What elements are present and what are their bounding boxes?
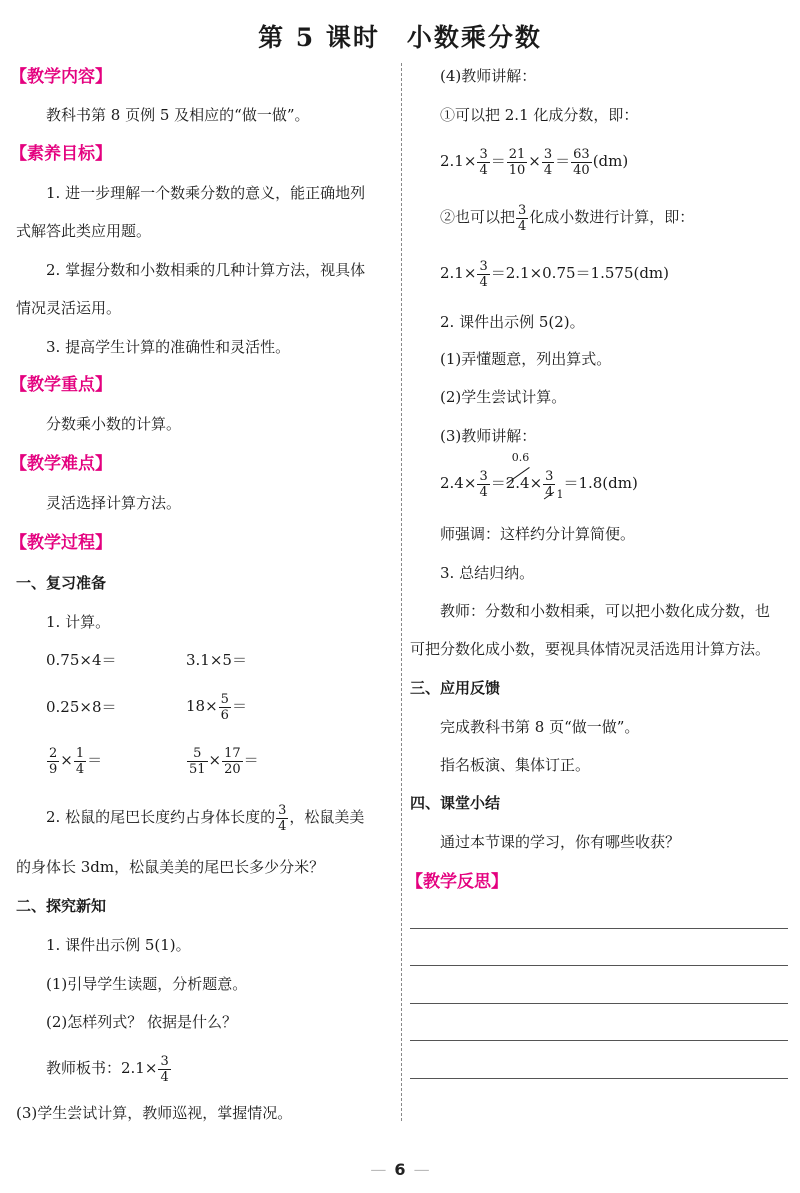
heading-key-point: 【教学重点】 [10,375,112,395]
content-text: 教科书第 8 页例 5 及相应的“做一做”。 [46,106,310,124]
step-understand: (1)弄懂题意，列出算式。 [440,350,612,368]
cancelled-number: 0.6 2.4 [506,465,530,501]
heading-reflection: 【教学反思】 [406,872,508,892]
explore-step-2: (1)引导学生读题，分析题意。 [46,975,248,993]
reflection-line [410,1078,788,1079]
fraction: $\frac{17}{20}$ [224,745,241,777]
fraction: $\frac{3}{4}$ [479,146,488,178]
expr-2: 3.1×5＝ [186,651,247,669]
reflection-line [410,1040,788,1041]
method-1-calc: 2.1× $\frac{3}{4}$ ＝ $\frac{21}{10}$ × $\frac{3}{4}$ ＝ $\frac{63}{40}$ (dm) [440,146,629,178]
heading-goals: 【素养目标】 [10,144,112,164]
fraction: $\frac{3}{4}$ [278,802,287,834]
explore-step-1: 1. 课件出示例 5(1)。 [46,936,191,954]
question-2-line-2: 的身体长 3dm，松鼠美美的尾巴长多少分米？ [16,858,325,876]
difficulty-text: 灵活选择计算方法。 [46,494,182,512]
heading-teaching-content: 【教学内容】 [10,67,112,87]
expr-1: 0.75×4＝ [46,651,117,669]
reflection-line [410,965,788,966]
feedback-1: 完成教科书第 8 页“做一做”。 [440,718,640,736]
column-divider [401,63,402,1121]
page-footer: — 6 — [370,1160,430,1179]
feedback-2: 指名板演、集体订正。 [440,756,591,774]
calc-label: 1. 计算。 [46,613,111,631]
summary-line-2: 可把分数化成小数，要视具体情况灵活选用计算方法。 [410,640,771,658]
explore-step-5: (3)学生尝试计算，教师巡视，掌握情况。 [16,1104,293,1122]
teacher-explain-4: (4)教师讲解： [440,67,537,85]
teacher-board: 教师板书：2.1× $\frac{3}{4}$ [46,1053,169,1085]
teacher-emphasis: 师强调：这样约分计算简便。 [440,525,636,543]
goal-3: 3. 提高学生计算的准确性和灵活性。 [46,338,291,356]
goal-1-line-2: 式解答此类应用题。 [16,222,152,240]
expr-5: $\frac{2}{9}$ × $\frac{1}{4}$ ＝ [49,745,103,777]
step-try: (2)学生尝试计算。 [440,388,567,406]
fraction: $\frac{3}{4}$ [479,258,488,290]
section-3-heading: 三、应用反馈 [410,679,501,697]
fraction: $\frac{3}{4}$ [543,146,553,178]
fraction: $\frac{5}{6}$ [220,691,229,723]
page-title: 第 5 课时 小数乘分数 [258,23,542,52]
fraction: $\frac{5}{51}$ [189,745,206,777]
goal-2-line-1: 2. 掌握分数和小数相乘的几种计算方法，视具体 [46,261,366,279]
expr-6: $\frac{5}{51}$ × $\frac{17}{20}$ ＝ [189,745,259,777]
method-2: ②也可以把 $\frac{3}{4}$ 化成小数进行计算，即： [440,202,695,234]
summary-step: 3. 总结归纳。 [440,564,535,582]
goal-1-line-1: 1. 进一步理解一个数乘分数的意义，能正确地列 [46,184,366,202]
fraction: $\frac{3}{4}$ [518,202,527,234]
fraction: $\frac{3}{4}$ [545,468,554,500]
fraction: $\frac{2}{9}$ [49,745,58,777]
expr-4: 18× $\frac{5}{6}$ ＝ [186,691,247,723]
reflection-line [410,928,788,929]
fraction: $\frac{3}{4}$ [160,1053,169,1085]
fraction: $\frac{21}{10}$ [508,146,526,178]
expr-3: 0.25×8＝ [46,698,117,716]
summary-line-1: 教师：分数和小数相乘，可以把小数化成分数，也 [440,602,771,620]
method-1: ①可以把 2.1 化成分数，即： [440,106,639,124]
cancel-calc: 2.4× $\frac{3}{4}$ ＝ 0.6 2.4× $\frac{3}{4}$ $_1$＝1.8(dm) [440,451,638,501]
fraction: $\frac{3}{4}$ [479,468,488,500]
fraction: $\frac{1}{4}$ [75,745,85,777]
teacher-explain-3: (3)教师讲解： [440,427,537,445]
key-point-text: 分数乘小数的计算。 [46,415,182,433]
reflection-line [410,1003,788,1004]
heading-process: 【教学过程】 [10,533,112,553]
section-2-heading: 二、探究新知 [16,897,107,915]
question-2-line-1: 2. 松鼠的尾巴长度约占身体长度的 $\frac{3}{4}$ ，松鼠美美 [46,802,365,834]
heading-difficulty: 【教学难点】 [10,454,112,474]
goal-2-line-2: 情况灵活运用。 [16,299,122,317]
example-5-2: 2. 课件出示例 5(2)。 [440,313,585,331]
explore-step-3: (2)怎样列式？ 依据是什么？ [46,1013,238,1031]
method-2-calc: 2.1× $\frac{3}{4}$ ＝2.1×0.75＝1.575(dm) [440,258,670,290]
class-summary-question: 通过本节课的学习，你有哪些收获？ [440,833,681,851]
fraction: $\frac{63}{40}$ [573,146,590,178]
section-4-heading: 四、课堂小结 [410,794,501,812]
page-number: 6 [394,1160,406,1179]
section-1-heading: 一、复习准备 [16,574,107,592]
